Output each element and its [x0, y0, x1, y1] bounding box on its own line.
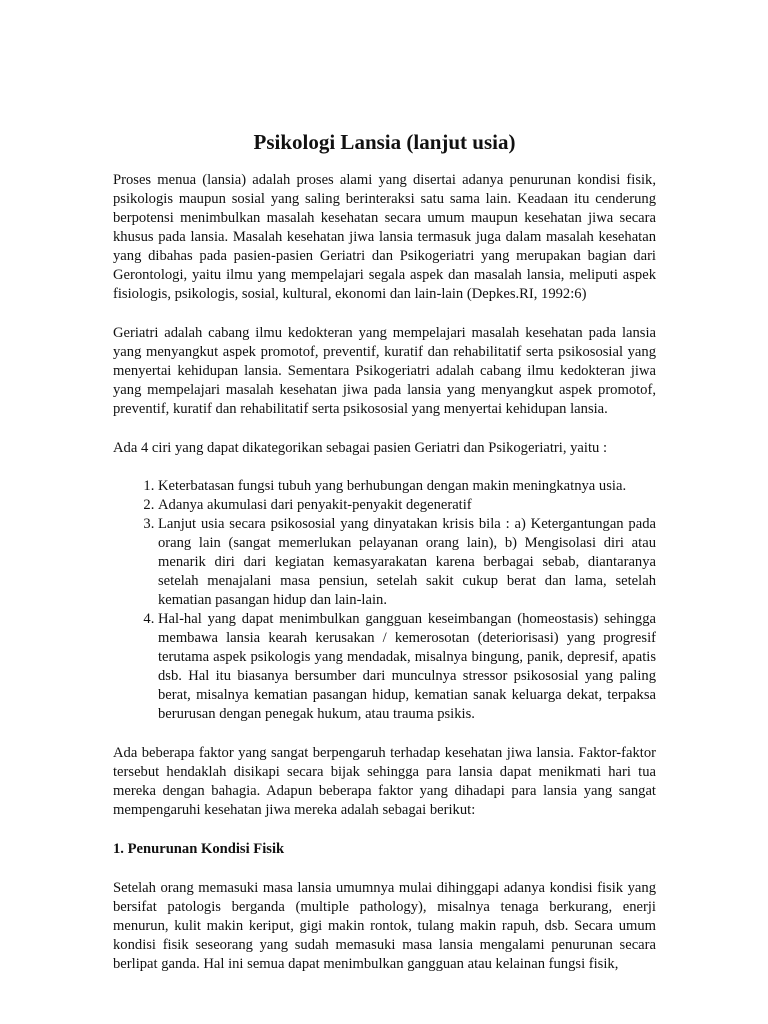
paragraph-list-intro: Ada 4 ciri yang dapat dikategorikan sebagai pasien Geriatri dan Psikogeriatri, yaitu :	[113, 440, 607, 456]
paragraph-factors: Ada beberapa faktor yang sangat berpengaruh terhadap kesehatan jiwa lansia. Faktor-faktor tersebut hendaklah disikapi secara bijak sehingga para lansia dapat menikmati hari tua mereka dengan bahagia. Adapun beberapa faktor yang dihadapi para lansia yang sangat mempengaruhi kesehatan jiwa mereka adalah sebagai berikut:	[113, 745, 656, 818]
paragraph-intro: Proses menua (lansia) adalah proses alami yang disertai adanya penurunan kondisi fisik, psikologis maupun sosial yang saling berinteraksi satu sama lain. Keadaan itu cenderung berpotensi menimbulkan masalah kesehatan secara umum maupun kesehatan jiwa secara khusus pada lansia. Masalah kesehatan jiwa lansia termasuk juga dalam masalah kesehatan yang dibahas pada pasien-pasien Geriatri dan Psikogeriatri yang merupakan bagian dari Gerontologi, yaitu ilmu yang mempelajari segala aspek dan masalah lansia, meliputi aspek fisiologis, psikologis, sosial, kultural, ekonomi dan lain-lain (Depkes.RI, 1992:6)	[113, 172, 656, 302]
document-page	[113, 118, 656, 994]
criteria-list	[113, 477, 656, 724]
document-title: Psikologi Lansia (lanjut usia)	[253, 130, 516, 154]
paragraph-section: Setelah orang memasuki masa lansia umumnya mulai dihinggapi adanya kondisi fisik yang bersifat patologis berganda (multiple pathology), misalnya tenaga berkurang, enerji menurun, kulit makin keriput, gigi makin rontok, tulang makin rapuh, dsb. Secara umum kondisi fisik seseorang yang sudah memasuki masa lansia mengalami penurunan secara berlipat ganda. Hal ini semua dapat menimbulkan gangguan atau kelainan fungsi fisik,	[113, 880, 656, 972]
list-item: 4. Hal-hal yang dapat menimbulkan gangguan keseimbangan (homeostasis) sehingga membawa lansia kearah kerusakan / kemerosotan (deteriorisasi) yang progresif terutama aspek psikologis yang mendadak, misalnya bingung, panik, depresif, apatis dsb. Hal itu biasanya bersumber dari munculnya stressor psikososial yang paling berat, misalnya kematian pasangan hidup, kematian sanak keluarga dekat, terpaksa berurusan dengan penegak hukum, atau trauma psikis.	[158, 610, 656, 724]
list-item: 3. Lanjut usia secara psikososial yang dinyatakan krisis bila : a) Ketergantungan pada orang lain (sangat memerlukan pelayanan orang lain), b) Mengisolasi diri atau menarik diri dari kegiatan kemasyarakatan karena berbagai sebab, diantaranya setelah menajalani masa pensiun, setelah sakit cukup berat dan lama, setelah kematian pasangan hidup dan lain-lain.	[158, 515, 656, 610]
list-item: 1. Keterbatasan fungsi tubuh yang berhubungan dengan makin meningkatnya usia.	[158, 477, 656, 496]
section-heading: 1. Penurunan Kondisi Fisik	[113, 841, 285, 857]
paragraph-geriatri: Geriatri adalah cabang ilmu kedokteran yang mempelajari masalah kesehatan pada lansia yang menyangkut aspek promotof, preventif, kuratif dan rehabilitatif serta psikososial yang menyertai kehidupan lansia. Sementara Psikogeriatri adalah cabang ilmu kedokteran jiwa yang mempelajari masalah kesehatan jiwa pada lansia yang menyangkut aspek promotof, preventif, kuratif dan rehabilitatif serta psikososial yang menyertai kehidupan lansia.	[113, 325, 656, 417]
list-item: 2. Adanya akumulasi dari penyakit-penyakit degeneratif	[158, 496, 656, 515]
